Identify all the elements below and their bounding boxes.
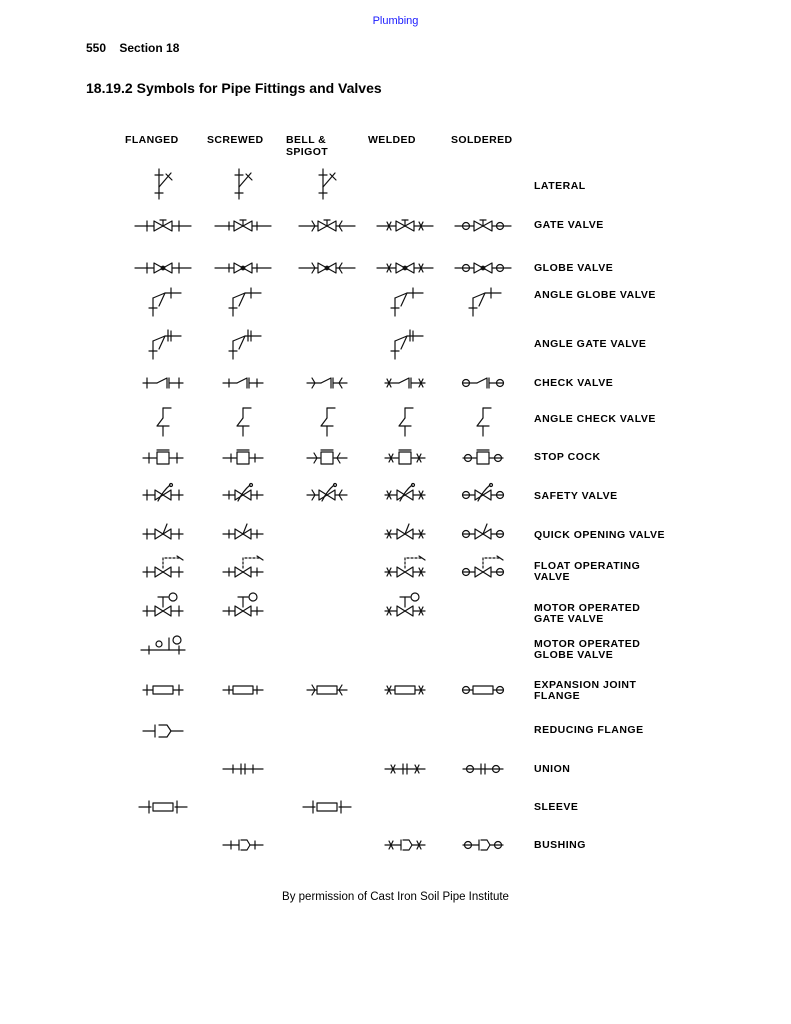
row-label-bushing: BUSHING bbox=[534, 839, 586, 851]
symbol-angle-check-valve-welded bbox=[399, 408, 413, 436]
column-header-screwed: SCREWED bbox=[207, 134, 264, 146]
figure-caption: By permission of Cast Iron Soil Pipe Institute bbox=[282, 891, 509, 903]
column-header-soldered: SOLDERED bbox=[451, 134, 513, 146]
symbol-angle-gate-valve-screwed bbox=[229, 330, 261, 359]
row-label-expansion-joint-flange: EXPANSION JOINT FLANGE bbox=[534, 679, 637, 702]
symbol-motor-operated-gate-valve-welded bbox=[385, 593, 425, 616]
symbol-quick-opening-valve-welded bbox=[385, 524, 425, 539]
symbol-check-valve-welded bbox=[385, 378, 425, 388]
row-label-quick-opening-valve: QUICK OPENING VALVE bbox=[534, 529, 666, 541]
symbol-globe-valve-screwed bbox=[215, 263, 271, 273]
symbol-lateral-bell-spigot bbox=[319, 169, 336, 199]
symbol-bushing-screwed bbox=[223, 840, 263, 850]
symbol-union-soldered bbox=[463, 764, 503, 774]
symbol-reducing-flange-flanged bbox=[143, 725, 183, 737]
symbol-bushing-soldered bbox=[463, 840, 503, 850]
symbol-gate-valve-bell-spigot bbox=[299, 220, 355, 231]
symbol-bushing-welded bbox=[385, 840, 425, 850]
symbol-angle-globe-valve-screwed bbox=[229, 288, 261, 316]
symbol-gate-valve-flanged bbox=[135, 220, 191, 231]
section-label: Section 18 bbox=[119, 41, 180, 55]
symbol-union-welded bbox=[385, 764, 425, 774]
row-label-stop-cock: STOP COCK bbox=[534, 451, 601, 463]
symbol-globe-valve-welded bbox=[377, 263, 433, 273]
symbol-motor-operated-gate-valve-flanged bbox=[143, 593, 183, 616]
column-header-flanged: FLANGED bbox=[125, 134, 179, 146]
symbol-motor-operated-gate-valve-screwed bbox=[223, 593, 263, 616]
symbol-gate-valve-soldered bbox=[455, 220, 511, 231]
symbol-float-operating-valve-soldered bbox=[463, 556, 504, 577]
page-number: 550 bbox=[86, 41, 107, 55]
symbol-sleeve-flanged bbox=[139, 801, 187, 813]
symbol-expansion-joint-flange-flanged bbox=[143, 685, 183, 695]
symbol-motor-operated-globe-valve-flanged bbox=[141, 636, 185, 654]
symbol-angle-gate-valve-welded bbox=[391, 330, 423, 359]
symbol-angle-check-valve-soldered bbox=[477, 408, 491, 436]
row-label-check-valve: CHECK VALVE bbox=[534, 377, 614, 389]
row-label-angle-globe-valve: ANGLE GLOBE VALVE bbox=[534, 289, 656, 301]
symbol-expansion-joint-flange-soldered bbox=[463, 686, 504, 694]
row-label-globe-valve: GLOBE VALVE bbox=[534, 262, 614, 274]
row-label-angle-gate-valve: ANGLE GATE VALVE bbox=[534, 338, 647, 350]
symbol-check-valve-bell-spigot bbox=[307, 378, 347, 388]
symbol-safety-valve-soldered bbox=[463, 484, 504, 502]
symbol-float-operating-valve-flanged bbox=[143, 556, 183, 577]
symbol-union-screwed bbox=[223, 764, 263, 774]
symbol-check-valve-flanged bbox=[143, 378, 183, 388]
symbol-angle-check-valve-screwed bbox=[237, 408, 251, 436]
symbol-expansion-joint-flange-welded bbox=[385, 686, 425, 694]
symbol-stop-cock-flanged bbox=[143, 450, 183, 464]
row-label-motor-operated-globe-valve: MOTOR OPERATED GLOBE VALVE bbox=[534, 638, 641, 661]
symbol-expansion-joint-flange-bell-spigot bbox=[307, 685, 347, 695]
symbol-stop-cock-soldered bbox=[463, 450, 503, 464]
symbol-globe-valve-flanged bbox=[135, 263, 191, 273]
row-label-sleeve: SLEEVE bbox=[534, 801, 579, 813]
plumbing-link[interactable]: Plumbing bbox=[372, 15, 419, 27]
symbol-stop-cock-screwed bbox=[223, 450, 263, 464]
symbol-gate-valve-screwed bbox=[215, 220, 271, 231]
column-header-welded: WELDED bbox=[368, 134, 416, 146]
symbol-lateral-screwed bbox=[235, 169, 252, 199]
symbol-globe-valve-bell-spigot bbox=[299, 263, 355, 273]
column-header-bell-spigot: BELL & SPIGOT bbox=[286, 134, 329, 158]
symbol-gate-valve-welded bbox=[377, 220, 433, 231]
symbol-angle-globe-valve-flanged bbox=[149, 288, 181, 316]
symbol-float-operating-valve-welded bbox=[385, 556, 425, 577]
symbol-float-operating-valve-screwed bbox=[223, 556, 263, 577]
symbol-stop-cock-bell-spigot bbox=[307, 450, 347, 464]
row-label-float-operating-valve: FLOAT OPERATING VALVE bbox=[534, 560, 641, 583]
row-label-motor-operated-gate-valve: MOTOR OPERATED GATE VALVE bbox=[534, 602, 641, 625]
symbol-sleeve-bell-spigot bbox=[303, 801, 351, 813]
symbol-angle-check-valve-flanged bbox=[157, 408, 171, 436]
symbol-expansion-joint-flange-screwed bbox=[223, 686, 263, 694]
symbol-angle-gate-valve-flanged bbox=[149, 330, 181, 359]
symbol-globe-valve-soldered bbox=[455, 263, 511, 273]
row-label-angle-check-valve: ANGLE CHECK VALVE bbox=[534, 413, 656, 425]
symbol-angle-globe-valve-soldered bbox=[469, 288, 501, 316]
symbol-check-valve-soldered bbox=[463, 378, 504, 388]
row-label-union: UNION bbox=[534, 763, 571, 775]
symbol-stop-cock-welded bbox=[385, 450, 425, 464]
symbol-safety-valve-bell-spigot bbox=[307, 484, 347, 502]
symbol-quick-opening-valve-soldered bbox=[463, 524, 504, 539]
symbol-quick-opening-valve-screwed bbox=[223, 524, 263, 539]
symbol-lateral-flanged bbox=[155, 169, 172, 199]
symbol-angle-globe-valve-welded bbox=[391, 288, 423, 316]
row-label-lateral: LATERAL bbox=[534, 180, 586, 192]
row-label-gate-valve: GATE VALVE bbox=[534, 219, 604, 231]
row-label-safety-valve: SAFETY VALVE bbox=[534, 490, 618, 502]
symbol-check-valve-screwed bbox=[223, 378, 263, 388]
symbol-safety-valve-welded bbox=[385, 484, 425, 502]
figure-title: 18.19.2 Symbols for Pipe Fittings and Valves bbox=[86, 80, 382, 96]
symbol-angle-check-valve-bell-spigot bbox=[321, 408, 335, 436]
symbol-safety-valve-flanged bbox=[143, 484, 183, 502]
row-label-reducing-flange: REDUCING FLANGE bbox=[534, 724, 644, 736]
symbol-quick-opening-valve-flanged bbox=[143, 524, 183, 539]
symbol-safety-valve-screwed bbox=[223, 484, 263, 502]
